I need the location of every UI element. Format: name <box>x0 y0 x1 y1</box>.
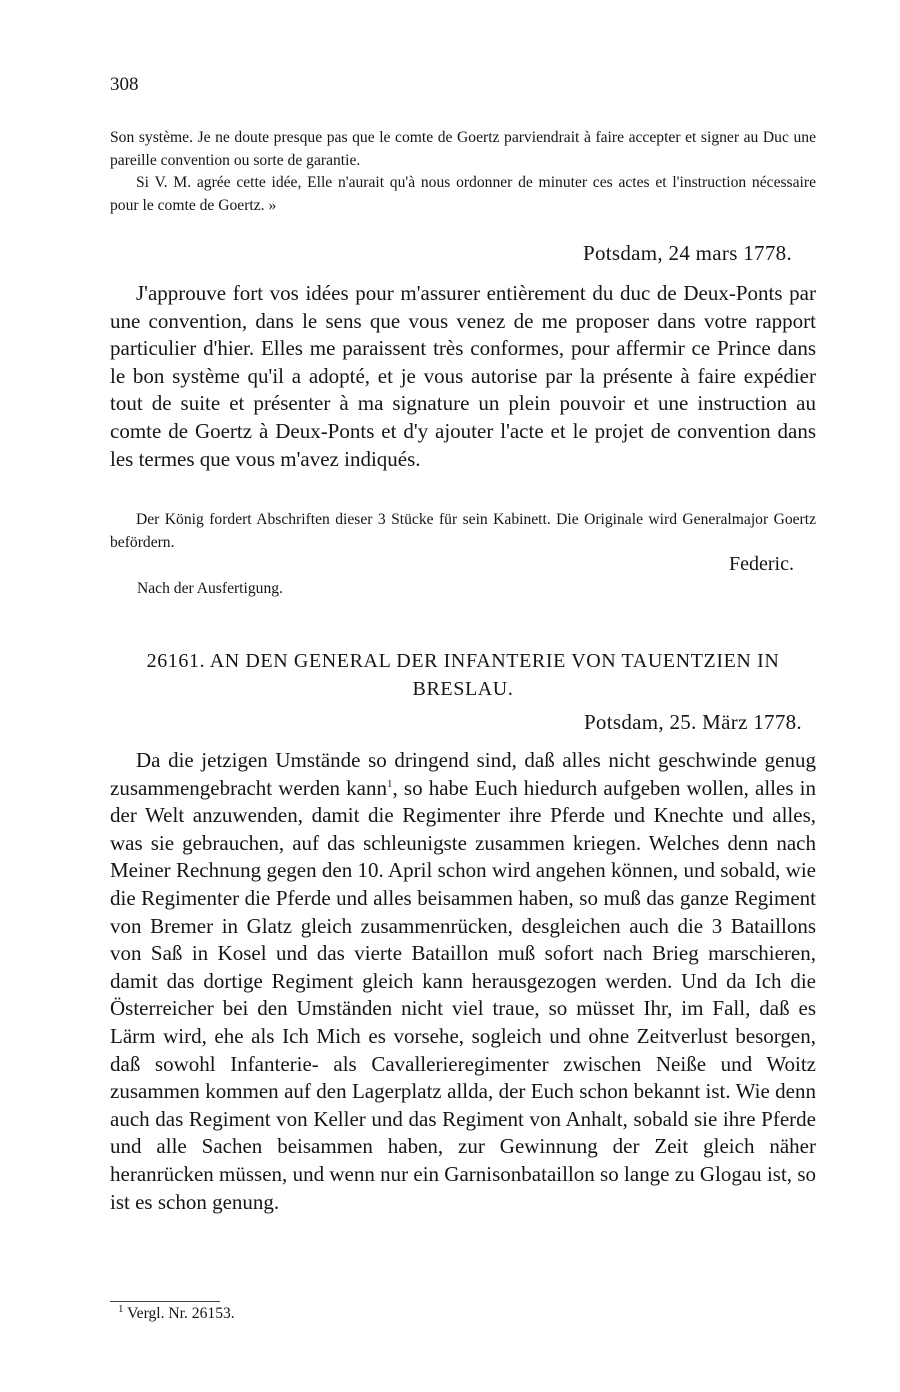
footnote <box>118 1302 235 1323</box>
signature: Federic. <box>729 553 794 575</box>
letter-text-after-ref: , so habe Euch hiedurch aufgeben wollen, alles in der Welt anzuwenden, damit die Regimenter ihre Pferde und Knechte und alles, was sie gebrauchen, auf das schleunigste zusammen kriegen. Welches denn nach Meiner Rechnung gegen den 10. April schon wird angehen können, und sobald, wie die Regimenter die Pferde und alles beisammen haben, so muß das ganze Regiment von Bremer in Glatz gleich zusammenrücken, desgleichen auch die 3 Bataillons von Saß in Kosel und das vierte Bataillon muß sofort nach Brieg marschieren, damit das dortige Regiment gleich kann herausgezogen werden. Und da Ich die Österreicher bei den Umständen nicht viel traue, so müsset Ihr, im Fall, daß es Lärm wird, ehe als Ich Mich es vorsehe, sogleich und ohne Zeitverlust besorgen, daß sowohl Infanterie- als Cavallerieregimenter zwischen Neiße und Woitz zusammen kommen auf den Lagerplatz allda, der Euch schon bekannt ist. Wie denn auch das Regiment von Keller und das Regiment von Anhalt, sobald sie ihre Pferde und alle Sachen beisammen haben, zur Gewinnung der Zeit gleich näher heranrücken müssen, und wenn nur ein Garnisonbataillon so lange zu Glogau ist, so ist es schon genung. <box>110 775 816 1214</box>
letter-end-paragraph-1: Son système. Je ne doute presque pas que le comte de Goertz parviendrait à faire accepter et signer au Duc une pareille convention ou sorte de garantie. <box>110 129 816 169</box>
footnote-reference: 1 <box>387 777 393 790</box>
source-note: Nach der Ausfertigung. <box>137 580 283 597</box>
editor-note <box>110 509 816 554</box>
footnote-text: Vergl. Nr. 26153. <box>127 1305 235 1322</box>
letter-dateline: Potsdam, 25. März 1778. <box>583 710 802 734</box>
letter-end <box>110 127 816 217</box>
letter-end-paragraph-2: Si V. M. agrée cette idée, Elle n'aurait qu'à nous ordonner de minuter ces actes et l'instruction nécessaire pour le comte de Goertz. » <box>110 174 816 214</box>
letter-text-before-ref: Da die jetzigen Umstände so dringend sind, daß alles nicht geschwinde genug zusammengebracht werden kann <box>110 748 816 800</box>
letter-text <box>110 747 816 1216</box>
footnote-rule <box>110 1301 220 1302</box>
letter-heading: 26161. AN DEN GENERAL DER INFANTERIE VON TAUENTZIEN IN BRESLAU. <box>146 650 780 700</box>
reply-text: J'approuve fort vos idées pour m'assurer entièrement du duc de Deux-Ponts par une convention, dans le sens que vous venez de me proposer dans votre rapport particulier d'hier. Elles me paraissent très conformes, pour affermir ce Prince dans le bon système qu'il a adopté, et je vous autorise par la présente à faire expédier tout de suite et présenter à ma signature un plein pouvoir et une instruction au comte de Goertz à Deux-Ponts et d'y ajouter l'acte et le projet de convention dans les termes que vous m'avez indiqués. <box>110 281 816 471</box>
reply-body <box>110 280 816 473</box>
page-number: 308 <box>110 74 139 95</box>
editor-note-text: Der König fordert Abschriften dieser 3 Stücke für sein Kabinett. Die Originale wird Generalmajor Goertz befördern. <box>110 511 816 551</box>
reply-dateline: Potsdam, 24 mars 1778. <box>582 241 792 265</box>
letter-body <box>110 747 816 1216</box>
footnote-marker: 1 <box>118 1302 124 1315</box>
